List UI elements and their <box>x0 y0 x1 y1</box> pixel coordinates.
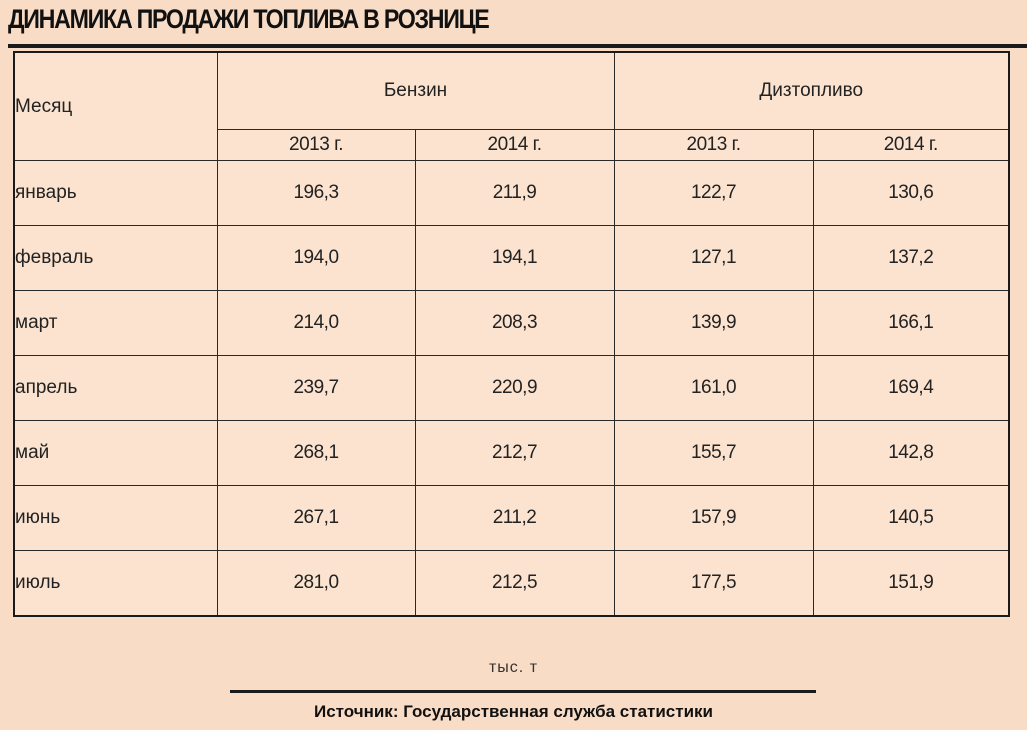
table-row <box>14 161 1009 226</box>
value-cell: 122,7 <box>614 161 813 226</box>
column-header-year: 2013 г. <box>614 130 813 161</box>
value-cell: 267,1 <box>217 486 415 551</box>
value-cell: 127,1 <box>614 226 813 291</box>
column-group-gasoline: Бензин <box>217 52 614 130</box>
month-cell: март <box>14 291 217 356</box>
value-cell: 194,1 <box>415 226 614 291</box>
value-cell: 139,9 <box>614 291 813 356</box>
table-row <box>14 421 1009 486</box>
value-cell: 211,9 <box>415 161 614 226</box>
column-header-year: 2013 г. <box>217 130 415 161</box>
table-header-row <box>14 52 1009 130</box>
value-cell: 211,2 <box>415 486 614 551</box>
value-cell: 169,4 <box>813 356 1009 421</box>
month-cell: июль <box>14 551 217 617</box>
table-row <box>14 291 1009 356</box>
value-cell: 194,0 <box>217 226 415 291</box>
source-divider <box>230 690 816 693</box>
column-header-month: Месяц <box>14 52 217 161</box>
unit-label: тыс. т <box>488 659 539 676</box>
value-cell: 157,9 <box>614 486 813 551</box>
month-cell: июнь <box>14 486 217 551</box>
value-cell: 281,0 <box>217 551 415 617</box>
value-cell: 155,7 <box>614 421 813 486</box>
source-note: Источник: Государственная служба статистики <box>313 702 713 721</box>
value-cell: 212,7 <box>415 421 614 486</box>
column-header-year: 2014 г. <box>813 130 1009 161</box>
month-cell: апрель <box>14 356 217 421</box>
value-cell: 151,9 <box>813 551 1009 617</box>
table-row <box>14 226 1009 291</box>
value-cell: 196,3 <box>217 161 415 226</box>
value-cell: 268,1 <box>217 421 415 486</box>
month-cell: январь <box>14 161 217 226</box>
page-title: ДИНАМИКА ПРОДАЖИ ТОПЛИВА В РОЗНИЦЕ <box>8 4 489 34</box>
value-cell: 142,8 <box>813 421 1009 486</box>
fuel-sales-table <box>13 51 1010 617</box>
table-row <box>14 486 1009 551</box>
value-cell: 137,2 <box>813 226 1009 291</box>
column-group-diesel: Дизтопливо <box>614 52 1009 130</box>
value-cell: 130,6 <box>813 161 1009 226</box>
value-cell: 161,0 <box>614 356 813 421</box>
month-cell: февраль <box>14 226 217 291</box>
table-row <box>14 356 1009 421</box>
value-cell: 220,9 <box>415 356 614 421</box>
table-row <box>14 551 1009 617</box>
value-cell: 212,5 <box>415 551 614 617</box>
value-cell: 214,0 <box>217 291 415 356</box>
value-cell: 208,3 <box>415 291 614 356</box>
value-cell: 140,5 <box>813 486 1009 551</box>
title-divider <box>8 44 1027 48</box>
value-cell: 177,5 <box>614 551 813 617</box>
value-cell: 239,7 <box>217 356 415 421</box>
month-cell: май <box>14 421 217 486</box>
value-cell: 166,1 <box>813 291 1009 356</box>
column-header-year: 2014 г. <box>415 130 614 161</box>
